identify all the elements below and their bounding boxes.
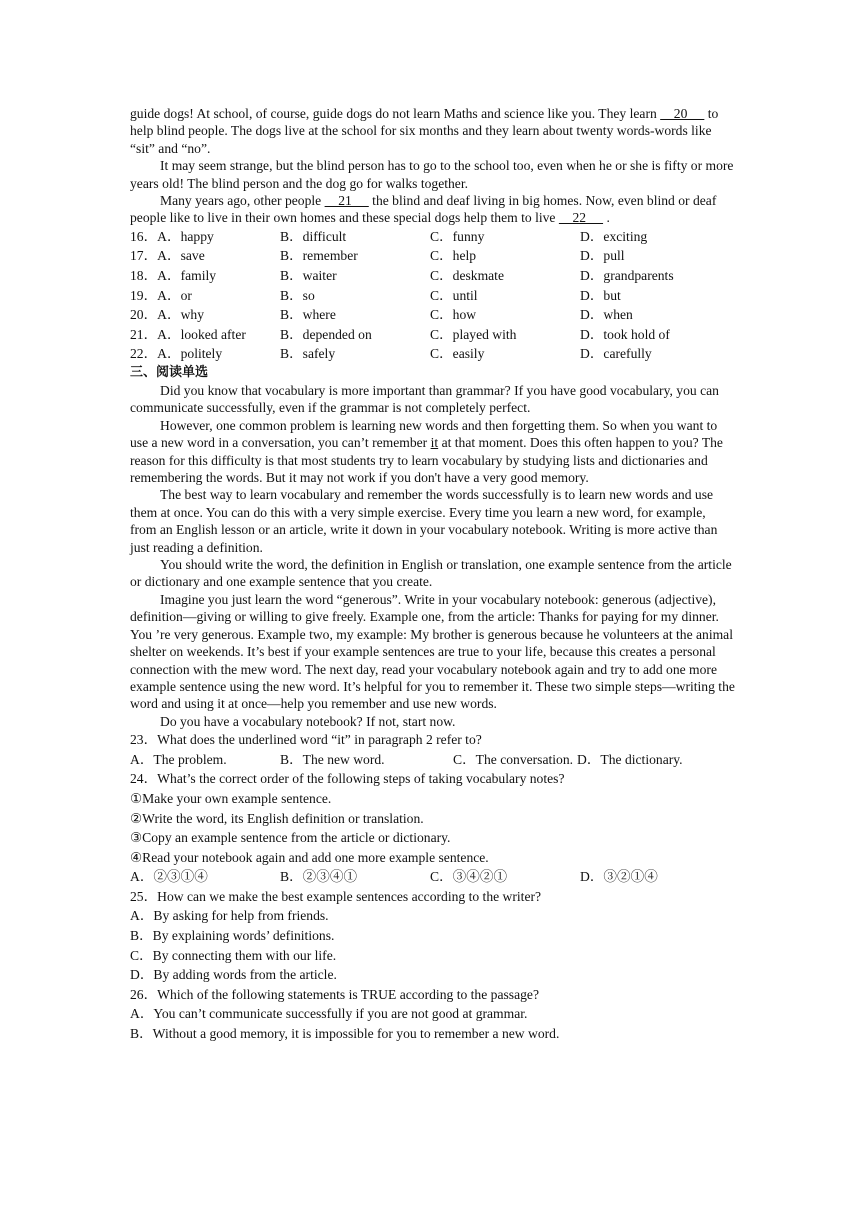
question-24-stem: 24．What’s the correct order of the following steps of taking vocabulary notes?	[130, 771, 565, 787]
option-row-22	[130, 344, 735, 364]
text: .	[603, 210, 610, 226]
option: C．The conversation.	[453, 751, 574, 767]
option-row-21	[130, 325, 735, 345]
option: 17．A．save	[130, 248, 205, 264]
option-row-16	[130, 227, 735, 247]
option: 18．A．family	[130, 268, 217, 284]
option: 20．A．why	[130, 307, 205, 323]
option: D．when	[580, 307, 633, 323]
question-25-option: D．By adding words from the article.	[130, 967, 337, 983]
option: 16．A．happy	[130, 228, 214, 244]
text: at that moment. Does this often happen to you? The reason for this difficulty is that most students try to learn vocabulary by studying lists and dictionaries and remembering the words. But it may not work if you don't have a very good memory.	[130, 435, 723, 486]
passage1-paragraph: It may seem strange, but the blind person has to go to the school too, even when he or she is fifty or more years old! The blind person and the dog go for walks together.	[130, 158, 734, 191]
option-row-17	[130, 246, 735, 266]
passage2-paragraph-5: Imagine you just learn the word “generous”. Write in your vocabulary notebook: generous (adjective), definition—giving or willing to give freely. Example one, from the article: Thanks for paying for my dinner. You ’re very generous. Example two, my example: My brother is generous because he volunteers at the animal shelter on weekends. It’s best if your example sentences are true to your life, because this creates a personal connection with the mew word. The next day, read your vocabulary notebook again and try to add one more example sentence using the new word. It’s helpful for you to remember it. These two simple steps—writing the word and using it at once—help you remember and use new words.	[130, 591, 735, 712]
text: the blind and deaf living in big homes. Now, even blind or deaf people like to live in their own homes and these special dogs help them to live	[130, 193, 717, 226]
underlined-word: it	[430, 435, 439, 451]
question-25-option: A．By asking for help from friends.	[130, 908, 329, 924]
option: B．depended on	[280, 326, 372, 342]
text: Many years ago, other people	[160, 193, 325, 209]
question-24-step: ③Copy an example sentence from the article or dictionary.	[130, 830, 451, 846]
text: to help blind people. The dogs live at the school for six months and they learn about twenty words-words like “sit” and “no”.	[130, 106, 719, 156]
blank-20: 20	[660, 106, 705, 121]
question-23-stem: 23．What does the underlined word “it” in paragraph 2 refer to?	[130, 732, 482, 748]
option: B．where	[280, 307, 336, 323]
blank-21: 21	[324, 193, 369, 209]
passage2-paragraph-2	[130, 417, 735, 487]
option: B．safely	[280, 346, 336, 362]
option: C．how	[430, 307, 477, 323]
option-row-19	[130, 286, 735, 306]
option: C．easily	[430, 346, 485, 362]
blank-22: 22	[558, 210, 604, 226]
text: guide dogs! At school, of course, guide dogs do not learn Maths and science like you. They learn	[130, 106, 661, 121]
option: 22．A．politely	[130, 346, 223, 362]
option: B．waiter	[280, 268, 337, 284]
question-24-options	[130, 867, 735, 887]
exam-page	[130, 105, 735, 1044]
passage2-paragraph-4: You should write the word, the definition in English or translation, one example sentence from the article or dictionary and one example sentence that you create.	[130, 557, 732, 590]
option: B．so	[280, 287, 315, 303]
option: D．③②①④	[580, 869, 658, 885]
option: D．grandparents	[580, 268, 674, 284]
passage2-paragraph-1: Did you know that vocabulary is more important than grammar? If you have good vocabulary, you can communicate successfully, even if the grammar is not completely perfect.	[130, 383, 719, 416]
option: D．pull	[580, 248, 625, 264]
option: D．carefully	[580, 346, 652, 362]
section-heading: 三、阅读单选	[130, 365, 209, 380]
question-26-stem: 26．Which of the following statements is TRUE according to the passage?	[130, 986, 539, 1002]
option: C．③④②①	[430, 869, 508, 885]
question-25-option: C．By connecting them with our life.	[130, 947, 337, 963]
question-26-option: A．You can’t communicate successfully if you are not good at grammar.	[130, 1006, 528, 1022]
question-24-step: ④Read your notebook again and add one more example sentence.	[130, 849, 489, 865]
option: B．remember	[280, 248, 358, 264]
option: A．②③①④	[130, 869, 208, 885]
option: D．The dictionary.	[577, 751, 683, 767]
option: C．played with	[430, 326, 517, 342]
passage1-paragraph	[130, 105, 735, 157]
question-24-step: ②Write the word, its English definition or translation.	[130, 810, 424, 826]
option: C．deskmate	[430, 268, 504, 284]
option: 19．A．or	[130, 287, 192, 303]
passage2-paragraph-6: Do you have a vocabulary notebook? If not, start now.	[160, 713, 456, 729]
option: B．②③④①	[280, 869, 358, 885]
question-26-option: B．Without a good memory, it is impossible for you to remember a new word.	[130, 1026, 560, 1042]
option: 21．A．looked after	[130, 326, 246, 342]
option: A．The problem.	[130, 751, 227, 767]
passage2-paragraph-3: The best way to learn vocabulary and remember the words successfully is to learn new words and use them at once. You can do this with a very simple exercise. Every time you learn a new word, for example, from an English lesson or an article, write it down in your vocabulary notebook. Writing is more active than just reading a definition.	[130, 487, 718, 555]
cloze-options	[130, 227, 735, 364]
option-row-18	[130, 266, 735, 286]
option-row-20	[130, 305, 735, 325]
option: D．but	[580, 287, 621, 303]
passage1-paragraph	[130, 192, 735, 227]
question-24-step: ①Make your own example sentence.	[130, 790, 332, 806]
question-25-stem: 25．How can we make the best example sentences according to the writer?	[130, 888, 542, 904]
option: B．difficult	[280, 228, 347, 244]
option: C．until	[430, 287, 478, 303]
text: However, one common problem is learning new words and then forgetting them. So when you want to use a new word in a conversation, you can’t remember	[130, 417, 718, 451]
option: D．took hold of	[580, 326, 670, 342]
option: C．help	[430, 248, 477, 264]
option: C．funny	[430, 228, 485, 244]
option: B．The new word.	[280, 751, 385, 767]
question-23-options	[130, 750, 735, 770]
option: D．exciting	[580, 228, 648, 244]
question-25-option: B．By explaining words’ definitions.	[130, 928, 335, 944]
